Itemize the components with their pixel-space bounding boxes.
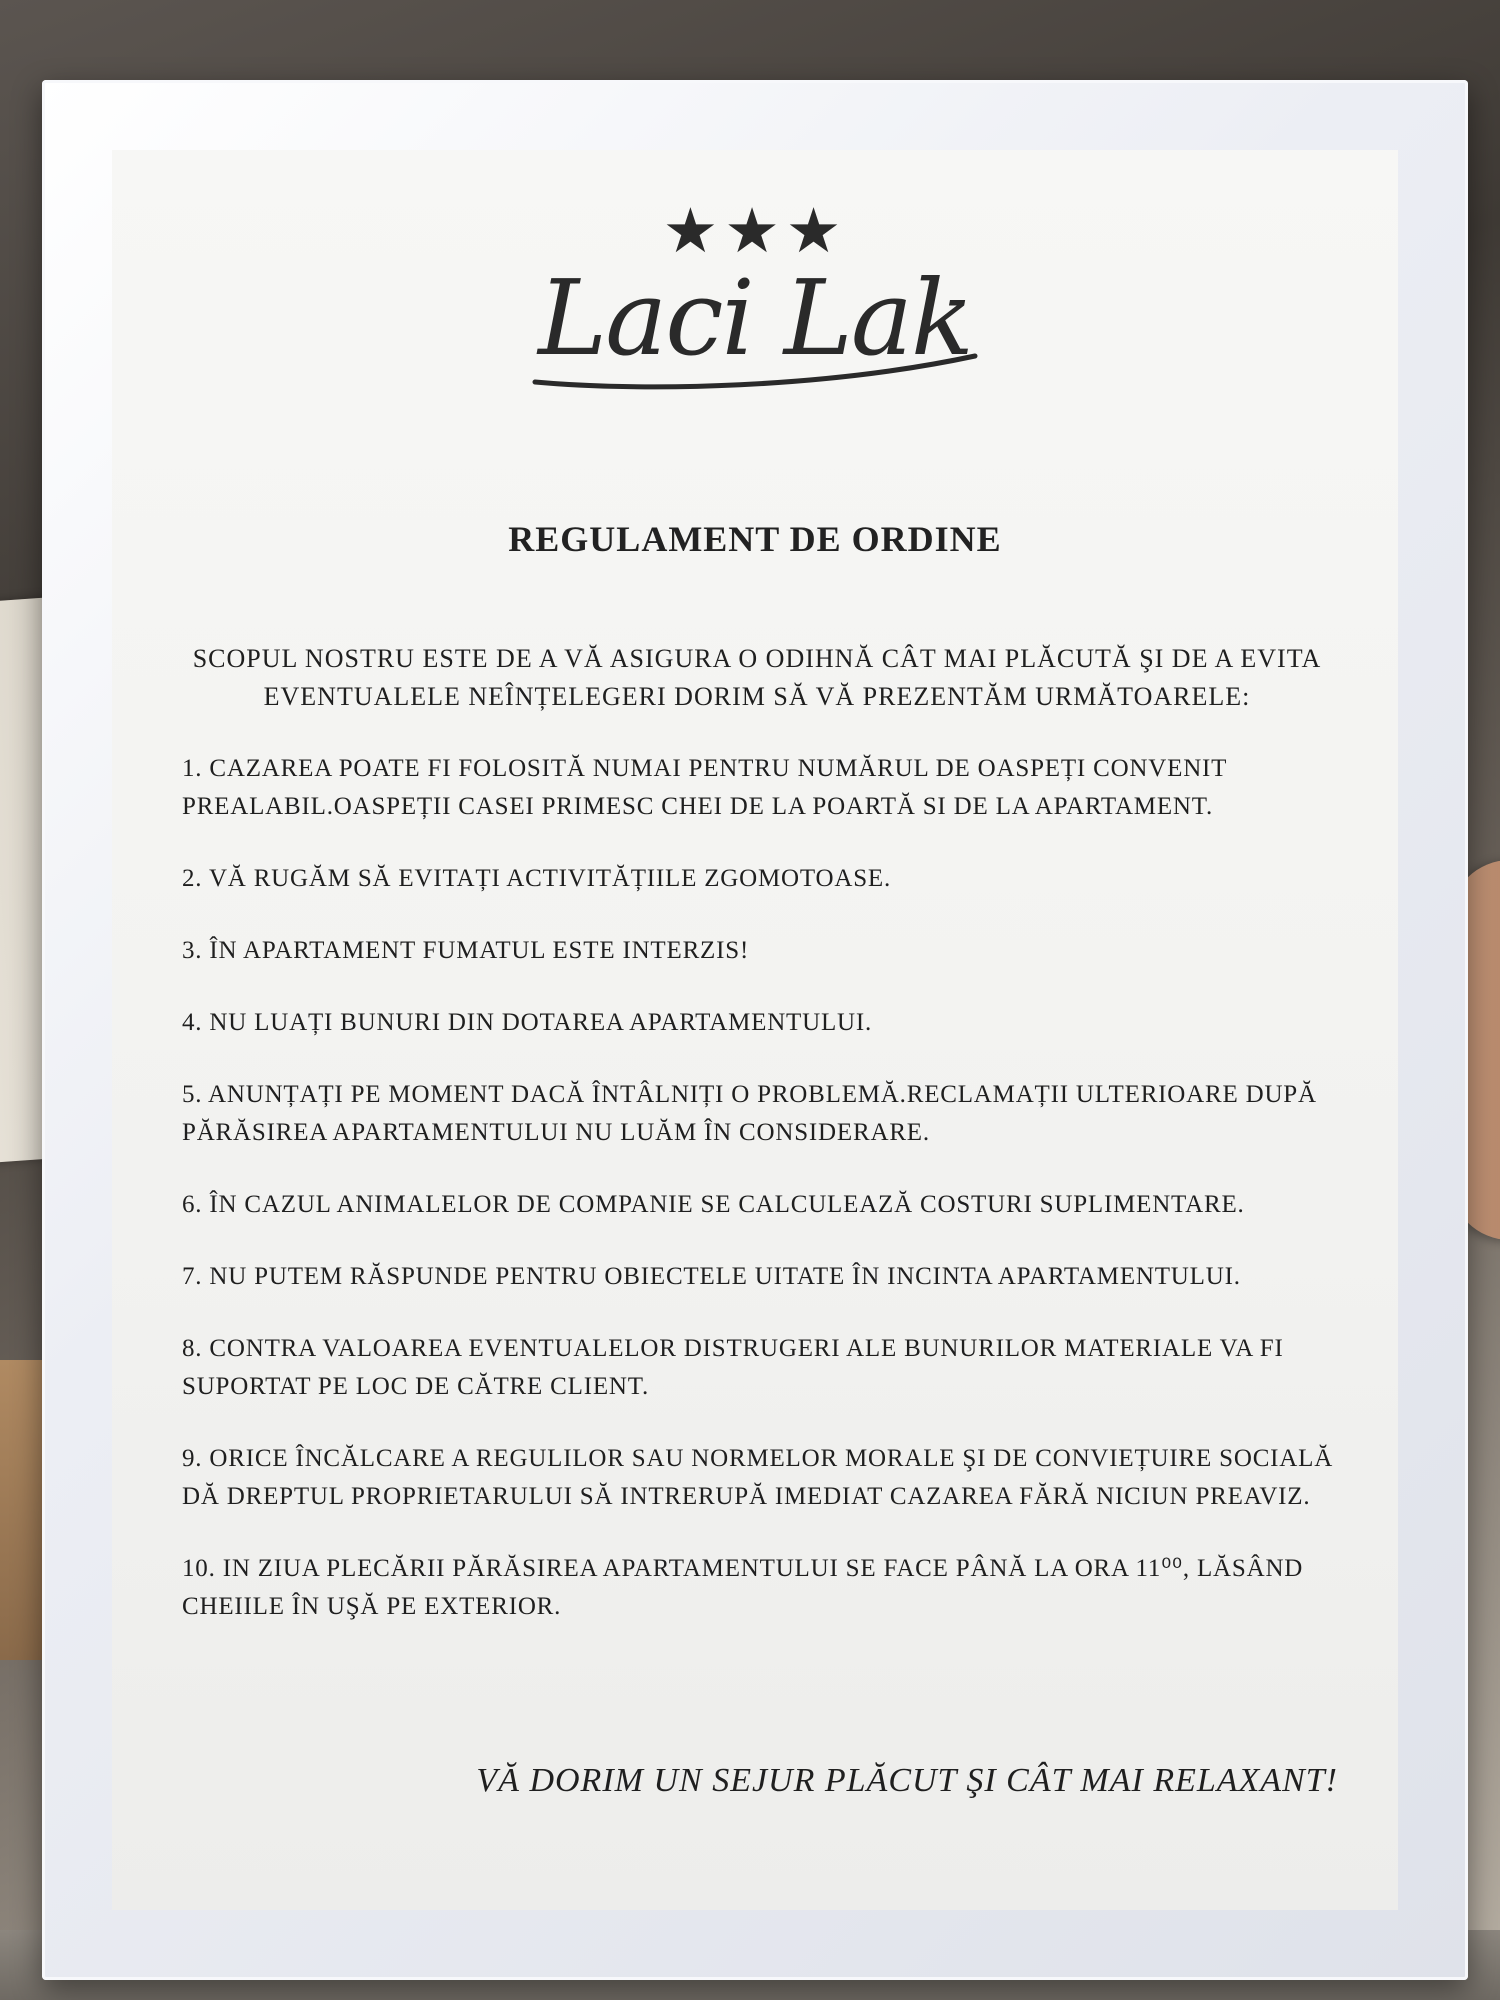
rule-item: 1. CAZAREA POATE FI FOLOSITĂ NUMAI PENTRU NUMĂRUL DE OASPEȚI CONVENIT PREALABIL.OASPEȚII CASEI PRIMESC CHEI DE LA POARTĂ SI DE LA APARTAMENT.	[182, 755, 1227, 820]
rule-item: 5. ANUNȚAȚI PE MOMENT DACĂ ÎNTÂLNIȚI O PROBLEMĂ.RECLAMAȚII ULTERIOARE DUPĂ PĂRĂSIREA APARTAMENTULUI NU LUĂM ÎN CONSIDERARE.	[182, 1081, 1317, 1146]
rule-item: 2. VĂ RUGĂM SĂ EVITAȚI ACTIVITĂȚIILE ZGOMOTOASE.	[182, 865, 892, 892]
brand-name: Laci Lak	[538, 257, 972, 379]
rules-list	[182, 750, 1372, 1660]
closing-message: VĂ DORIM UN SEJUR PLĂCUT ŞI CÂT MAI RELAXANT!	[476, 1762, 1338, 1799]
rating-stars-icon: ★★★	[662, 194, 848, 267]
rule-item: 3. ÎN APARTAMENT FUMATUL ESTE INTERZIS!	[182, 937, 750, 964]
rule-item: 10. IN ZIUA PLECĂRII PĂRĂSIREA APARTAMENTULUI SE FACE PÂNĂ LA ORA 11⁰⁰, LĂSÂND CHEIILE ÎN UŞĂ PE EXTERIOR.	[182, 1555, 1304, 1620]
rule-item: 6. ÎN CAZUL ANIMALELOR DE COMPANIE SE CALCULEAZĂ COSTURI SUPLIMENTARE.	[182, 1191, 1245, 1218]
document-title: REGULAMENT DE ORDINE	[508, 519, 1002, 559]
rules-sheet	[112, 150, 1398, 1910]
intro-paragraph: SCOPUL NOSTRU ESTE DE A VĂ ASIGURA O ODIHNĂ CÂT MAI PLĂCUTĂ ŞI DE A EVITA EVENTUALELE NEÎNȚELEGERI DORIM SĂ VĂ PREZENTĂM URMĂTOARELE:	[192, 644, 1322, 711]
rule-item: 9. ORICE ÎNCĂLCARE A REGULILOR SAU NORMELOR MORALE ŞI DE CONVIEȚUIRE SOCIALĂ DĂ DREPTUL PROPRIETARULUI SĂ INTRERUPĂ IMEDIAT CAZAREA FĂRĂ NICIUN PREAVIZ.	[182, 1445, 1334, 1510]
brand-logo	[112, 194, 1398, 392]
rule-item: 4. NU LUAȚI BUNURI DIN DOTAREA APARTAMENTULUI.	[182, 1009, 873, 1036]
rule-item: 7. NU PUTEM RĂSPUNDE PENTRU OBIECTELE UITATE ÎN INCINTA APARTAMENTULUI.	[182, 1263, 1241, 1290]
rule-item: 8. CONTRA VALOAREA EVENTUALELOR DISTRUGERI ALE BUNURILOR MATERIALE VA FI SUPORTAT PE LOC DE CĂTRE CLIENT.	[182, 1335, 1284, 1400]
